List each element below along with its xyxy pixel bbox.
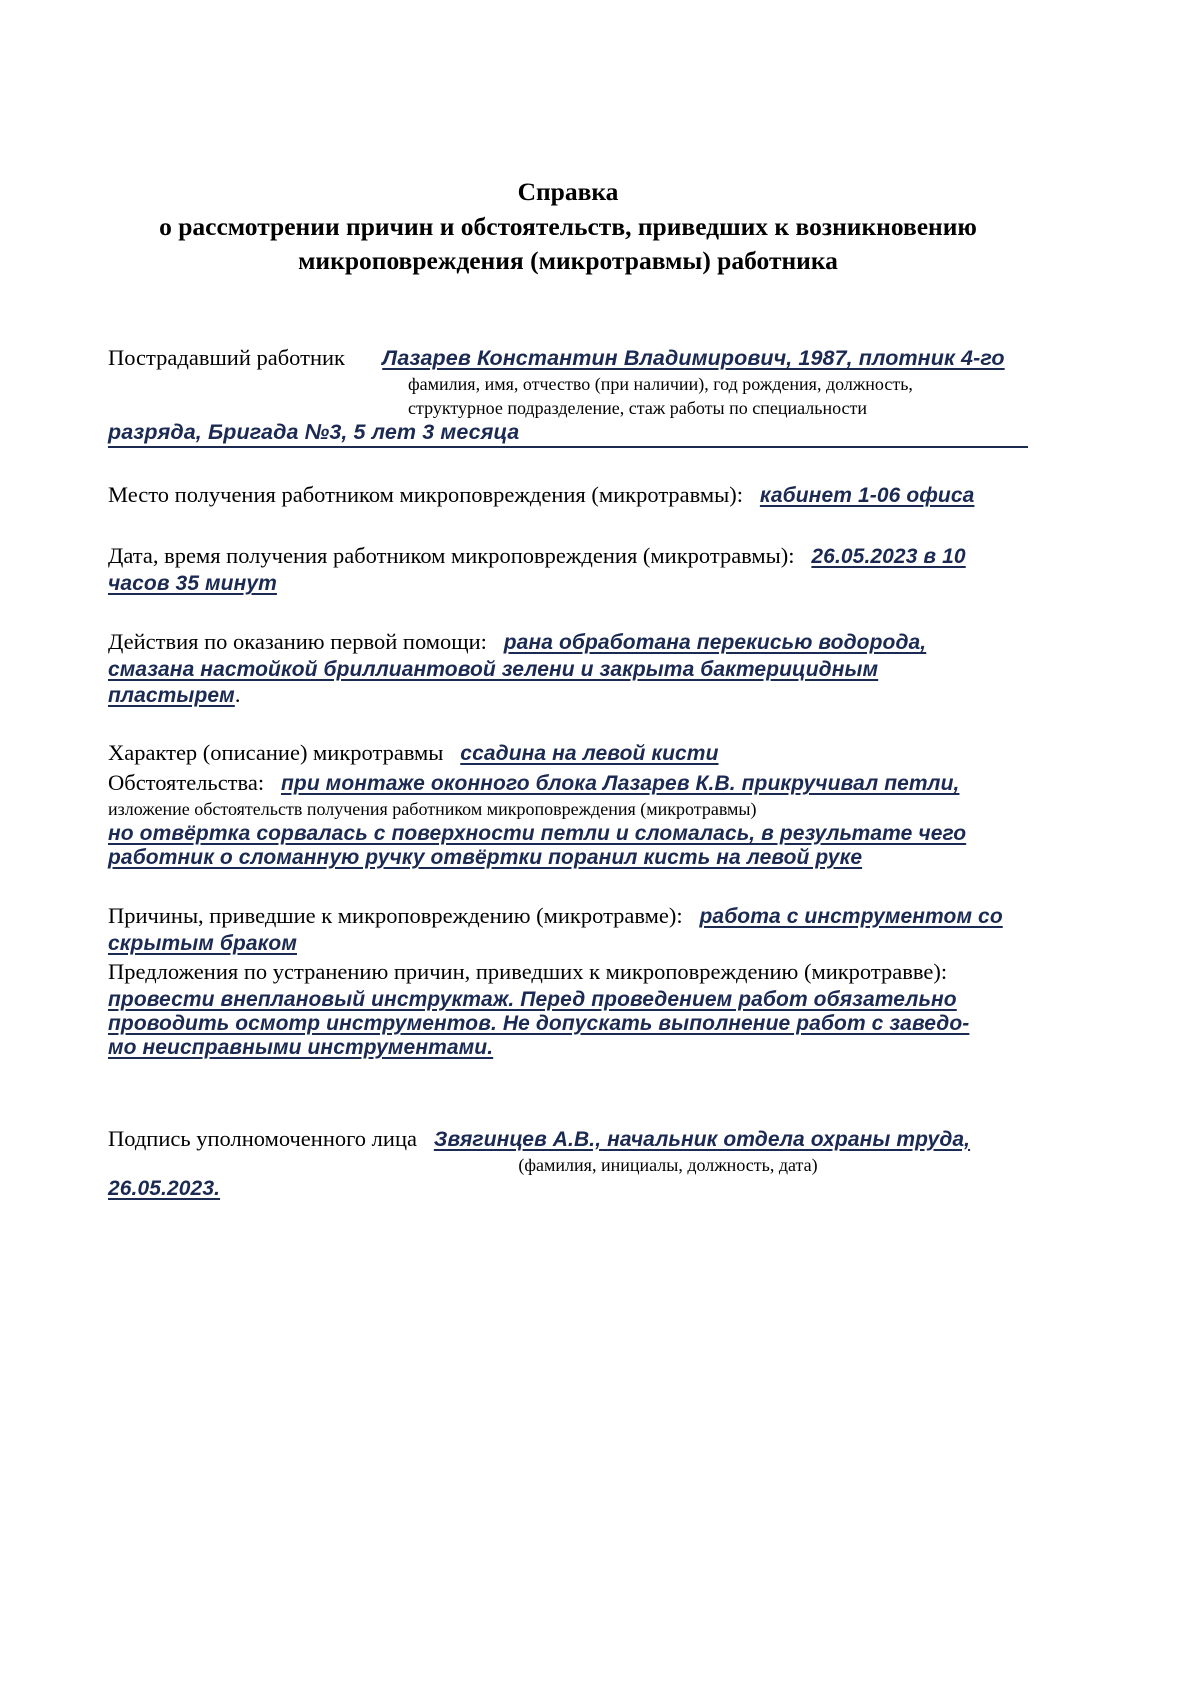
title-line-1: Справка <box>517 177 619 206</box>
proposals-value-line-3[interactable]: мо неисправными инструментами. <box>108 1035 494 1059</box>
title-line-2: о рассмотрении причин и обстоятельств, приведших к возникновению <box>159 211 977 241</box>
proposals-value-line-1[interactable]: провести внеплановый инструктаж. Перед проведением работ обязательно <box>108 987 957 1011</box>
spacer-after-circumstances <box>108 870 1028 900</box>
victim-caption-line-1: фамилия, имя, отчество (при наличии), год рождения, должность, <box>408 373 913 394</box>
place-value[interactable]: кабинет 1-06 офиса <box>759 484 975 508</box>
circumstances-value-line-2[interactable]: но отвёртка сорвалась с поверхности петли и сломалась, в результате чего <box>108 821 967 845</box>
causes-value-line-2[interactable]: скрытым браком <box>108 931 297 955</box>
first-aid-value-line-2-row <box>108 658 1028 682</box>
first-aid-value-line-1[interactable]: рана обработана перекисью водорода, <box>503 631 927 655</box>
signature-field-row <box>108 1124 1028 1154</box>
victim-caption <box>108 373 1028 421</box>
spacer-after-title <box>108 279 1028 343</box>
victim-value-line-2-row[interactable] <box>108 420 1028 448</box>
proposals-value-line-3-row <box>108 1036 1028 1060</box>
datetime-value-line-1[interactable]: 26.05.2023 в 10 <box>811 545 966 569</box>
victim-field-row <box>108 343 1028 373</box>
victim-value-line-2[interactable]: разряда, Бригада №3, 5 лет 3 месяца <box>108 420 520 445</box>
first-aid-label: Действия по оказанию первой помощи: <box>108 629 487 655</box>
circumstances-value-line-1[interactable]: при монтаже оконного блока Лазарев К.В. прикручивал петли, <box>280 772 960 796</box>
character-label: Характер (описание) микротравмы <box>108 740 444 766</box>
place-label: Место получения работником микроповреждения (микротравмы): <box>108 482 743 508</box>
signature-value-line-2-row <box>108 1177 1028 1201</box>
circumstances-label: Обстоятельства: <box>108 770 265 796</box>
datetime-label: Дата, время получения работником микроповреждения (микротравмы): <box>108 543 795 569</box>
proposals-value-line-2[interactable]: проводить осмотр инструментов. Не допускать выполнение работ с заведо- <box>108 1011 970 1035</box>
spacer-after-victim <box>108 450 1028 480</box>
datetime-value-line-2-row <box>108 572 1028 596</box>
causes-field-row <box>108 900 1028 932</box>
signature-caption: (фамилия, инициалы, должность, дата) <box>518 1154 818 1175</box>
circumstances-field-row <box>108 768 1028 798</box>
datetime-value-line-2[interactable]: часов 35 минут <box>108 572 277 596</box>
proposals-value-line-1-row <box>108 988 1028 1012</box>
circumstances-value-line-2-row <box>108 822 1028 846</box>
signature-value-line-2[interactable]: 26.05.2023. <box>108 1177 221 1201</box>
spacer-after-place <box>108 510 1028 540</box>
proposals-label: Предложения по устранению причин, приведших к микроповреждению (микротравве): <box>108 958 948 984</box>
document-title <box>108 175 1028 279</box>
victim-label: Пострадавший работник <box>108 345 345 371</box>
victim-value-line-1[interactable]: Лазарев Константин Владимирович, 1987, плотник 4-го <box>382 346 1005 371</box>
first-aid-trailing-period: . <box>234 682 241 708</box>
circumstances-value-line-3-row <box>108 846 1028 870</box>
spacer-before-signature <box>108 1060 1028 1124</box>
first-aid-value-line-3[interactable]: пластырем <box>108 684 235 708</box>
place-field-row <box>108 480 1028 510</box>
spacer-after-datetime <box>108 596 1028 626</box>
proposals-label-row <box>108 956 1028 988</box>
causes-value-line-1[interactable]: работа с инструментом со <box>699 904 1003 928</box>
title-line-3: микроповреждения (микротравмы) работника <box>298 246 838 276</box>
first-aid-field-row <box>108 626 1028 658</box>
causes-label: Причины, приведшие к микроповреждению (микротравме): <box>108 902 683 928</box>
first-aid-value-line-2[interactable]: смазана настойкой бриллиантовой зелени и закрыта бактерицидным <box>108 658 879 682</box>
character-field-row <box>108 738 1028 768</box>
causes-value-line-2-row <box>108 932 1028 956</box>
circumstances-value-line-3[interactable]: работник о сломанную ручку отвёртки поранил кисть на левой руке <box>108 845 863 869</box>
character-value[interactable]: ссадина на левой кисти <box>460 742 719 766</box>
victim-caption-line-2: структурное подразделение, стаж работы по специальности <box>408 397 868 418</box>
document-content <box>108 175 1028 1201</box>
spacer-after-first-aid <box>108 708 1028 738</box>
proposals-value-line-2-row <box>108 1012 1028 1036</box>
datetime-field-row <box>108 540 1028 572</box>
signature-label: Подпись уполномоченного лица <box>108 1125 417 1151</box>
first-aid-value-line-3-row <box>108 682 1028 708</box>
circumstances-caption: изложение обстоятельств получения работником микроповреждения (микротравмы) <box>108 799 757 820</box>
signature-value-line-1[interactable]: Звягинцев А.В., начальник отдела охраны труда, <box>433 1127 971 1151</box>
